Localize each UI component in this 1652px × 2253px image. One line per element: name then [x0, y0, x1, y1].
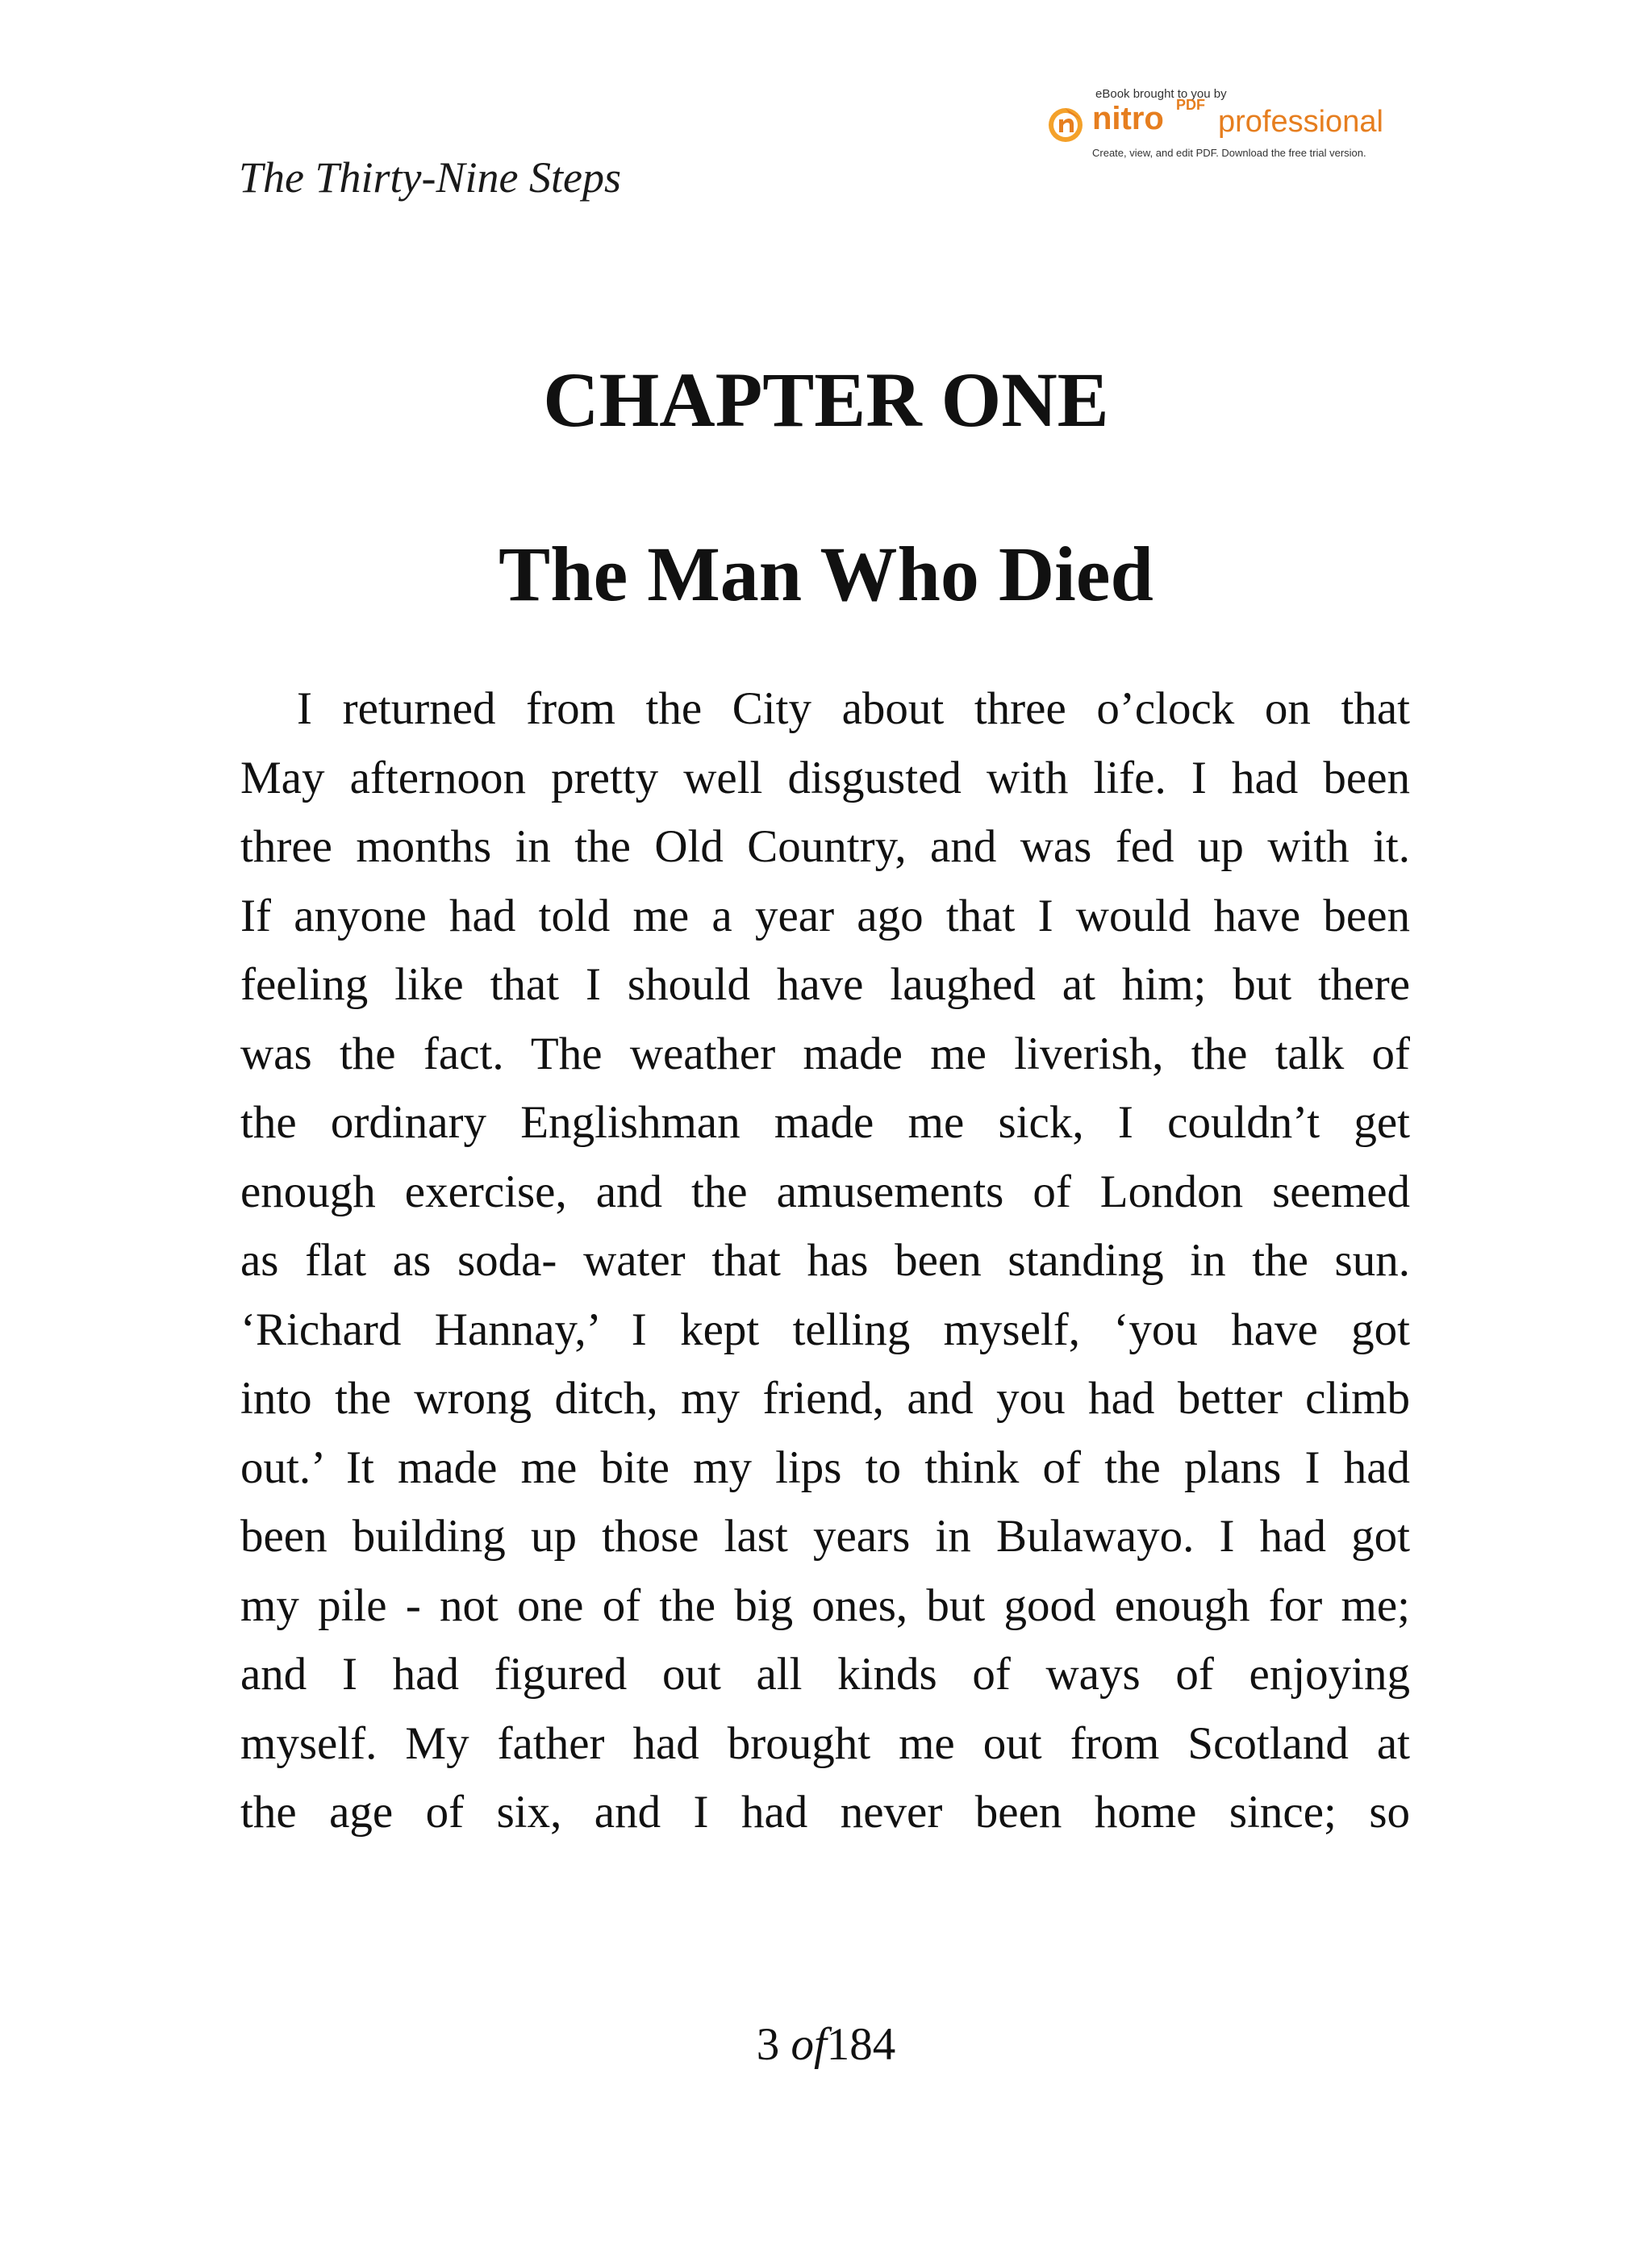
chapter-number-heading: CHAPTER ONE [543, 357, 1109, 443]
body-line: my pile - not one of the big ones, but good enough for me; [240, 1579, 1410, 1631]
badge-brand-name: nitro [1092, 101, 1164, 136]
body-line: as flat as soda- water that has been standing in the sun. [240, 1235, 1410, 1286]
chapter-body-paragraph [240, 674, 1410, 1847]
body-line: out.’ It made me bite my lips to think of the plans I had [240, 1442, 1410, 1493]
chapter-title-heading: The Man Who Died [499, 531, 1153, 617]
page-of-label: of [791, 2019, 827, 2070]
body-line: enough exercise, and the amusements of London seemed [240, 1166, 1410, 1217]
body-line: the age of six, and I had never been home since; so [240, 1787, 1410, 1838]
body-line: I returned from the City about three o’clock on that [297, 683, 1410, 734]
body-line: feeling like that I should have laughed at him; but there [240, 959, 1410, 1010]
body-line: into the wrong ditch, my friend, and you had better climb [240, 1373, 1410, 1424]
body-line: If anyone had told me a year ago that I would have been [240, 890, 1410, 941]
badge-tagline: Create, view, and edit PDF. Download the free trial version. [1092, 147, 1366, 159]
badge-top-text: eBook brought to you by [1095, 87, 1227, 101]
badge-brand-superscript: PDF [1176, 97, 1205, 113]
body-line: three months in the Old Country, and was fed up with it. [240, 821, 1410, 872]
badge-product-name: professional [1218, 105, 1383, 139]
body-line: ‘Richard Hannay,’ I kept telling myself, ‘you have got [240, 1304, 1410, 1355]
body-line: been building up those last years in Bulawayo. I had got [240, 1511, 1410, 1562]
body-line: was the fact. The weather made me liverish, the talk of [240, 1028, 1410, 1079]
nitro-pdf-badge[interactable] [1045, 86, 1410, 163]
current-page-number: 3 [756, 2019, 780, 2070]
body-line: the ordinary Englishman made me sick, I couldn’t get [240, 1097, 1410, 1148]
body-line: myself. My father had brought me out from Scotland at [240, 1717, 1410, 1769]
page-number-footer [0, 2017, 1652, 2073]
total-pages-number: 184 [826, 2019, 896, 2070]
body-line: and I had figured out all kinds of ways of enjoying [240, 1649, 1410, 1700]
nitro-logo-icon [1045, 103, 1086, 144]
running-header-book-title: The Thirty-Nine Steps [239, 153, 621, 202]
body-line: May afternoon pretty well disgusted with life. I had been [240, 752, 1410, 803]
